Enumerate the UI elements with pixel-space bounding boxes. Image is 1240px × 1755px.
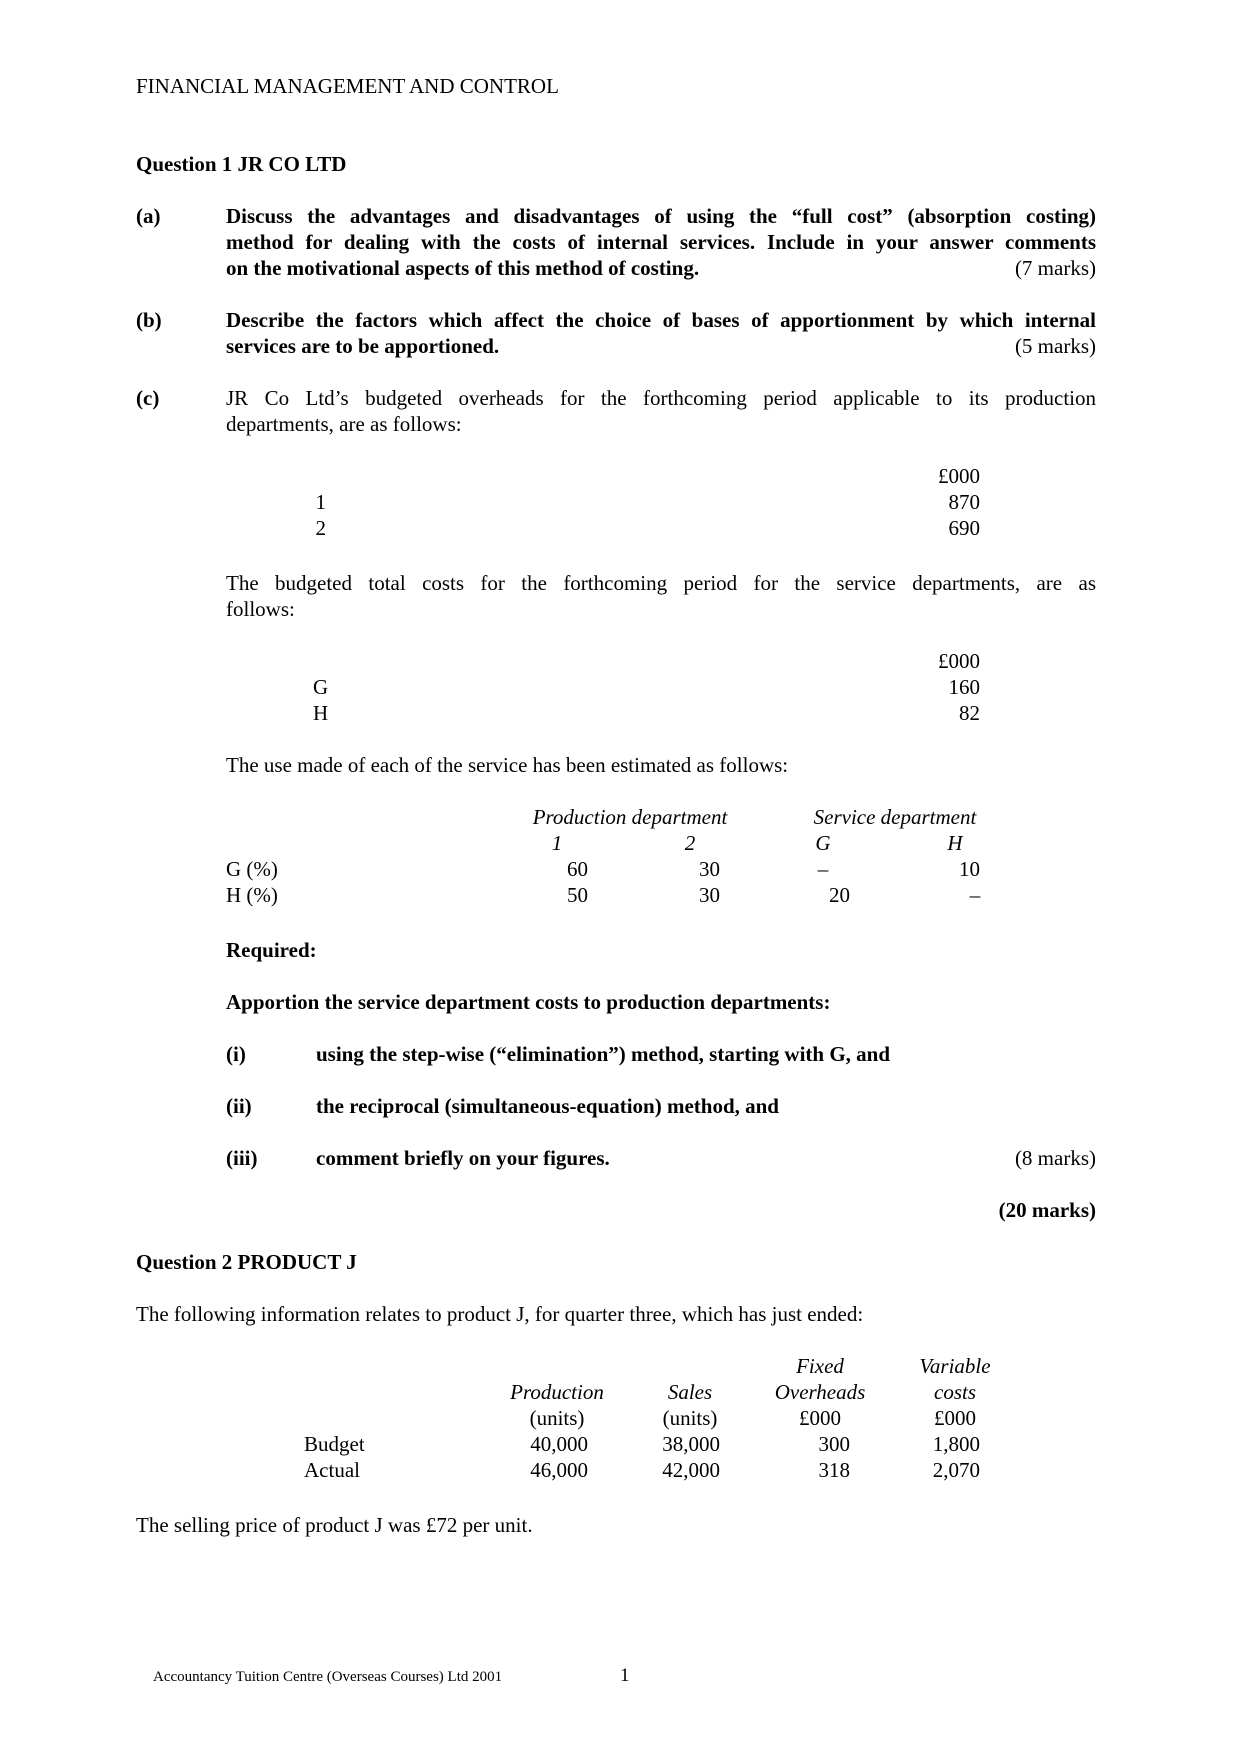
production-dept-label: 2 xyxy=(315,516,326,540)
product-table-cell: 1,800 xyxy=(932,1432,980,1456)
usage-cell: – xyxy=(817,857,829,881)
product-table-cell: 46,000 xyxy=(530,1458,588,1482)
product-table-row-label: Actual xyxy=(304,1458,360,1482)
service-dept-label: H xyxy=(313,701,329,725)
subpart-text: using the step-wise (“elimination”) method, starting with G, and xyxy=(316,1042,891,1066)
usage-col-header: 1 xyxy=(551,831,563,855)
product-table-unit: £000 xyxy=(799,1406,841,1430)
product-table-header: costs xyxy=(934,1380,976,1404)
usage-row-label: G (%) xyxy=(226,857,278,881)
part-a-line-2: method for dealing with the costs of internal services. Include in your answer comments xyxy=(226,230,1096,254)
product-table-cell: 38,000 xyxy=(662,1432,720,1456)
production-overheads-unit: £000 xyxy=(938,464,980,488)
usage-row-label: H (%) xyxy=(226,883,278,907)
usage-cell: 30 xyxy=(699,883,720,907)
required-label: Required: xyxy=(226,938,317,962)
footer-copyright: Accountancy Tuition Centre (Overseas Courses) Ltd 2001 xyxy=(153,1669,503,1685)
part-b-marks: (5 marks) xyxy=(1014,334,1096,358)
footer-page-number: 1 xyxy=(620,1665,630,1686)
product-table-cell: 318 xyxy=(818,1458,850,1482)
part-a-line-3: on the motivational aspects of this method of costing. xyxy=(226,256,700,280)
product-table-header-top: Variable xyxy=(919,1354,991,1378)
product-table-header-top: Fixed xyxy=(796,1354,844,1378)
subpart-text: the reciprocal (simultaneous-equation) method, and xyxy=(316,1094,779,1118)
usage-intro: The use made of each of the service has been estimated as follows: xyxy=(226,753,789,777)
subpart-text: comment briefly on your figures. xyxy=(316,1146,610,1170)
usage-cell: 20 xyxy=(829,883,850,907)
production-dept-value: 870 xyxy=(948,490,980,514)
service-dept-label: G xyxy=(313,675,329,699)
usage-cell: – xyxy=(969,883,981,907)
service-dept-value: 160 xyxy=(948,675,980,699)
production-dept-label: 1 xyxy=(315,490,326,514)
subpart-label: (ii) xyxy=(226,1094,252,1118)
product-table-unit: (units) xyxy=(662,1406,718,1430)
part-a-label: (a) xyxy=(136,204,161,228)
product-table-header: Sales xyxy=(667,1380,713,1404)
subpart-label: (iii) xyxy=(226,1146,258,1170)
usage-col-header: G xyxy=(815,831,831,855)
service-intro-line-1: The budgeted total costs for the forthcoming period for the service departments, are as xyxy=(226,571,1096,595)
price-note: The selling price of product J was £72 per unit. xyxy=(136,1513,533,1537)
question-2-heading: Question 2 PRODUCT J xyxy=(136,1250,357,1274)
part-c-intro-line-1: JR Co Ltd’s budgeted overheads for the forthcoming period applicable to its production xyxy=(226,386,1096,410)
part-a-line-1: Discuss the advantages and disadvantages of using the “full cost” (absorption costing) xyxy=(226,204,1096,228)
product-table-unit: £000 xyxy=(934,1406,976,1430)
part-c-intro-line-2: departments, are as follows: xyxy=(226,412,462,436)
usage-cell: 60 xyxy=(567,857,588,881)
subpart-label: (i) xyxy=(226,1042,246,1066)
usage-col-header: 2 xyxy=(684,831,696,855)
production-dept-value: 690 xyxy=(948,516,980,540)
service-intro-line-2: follows: xyxy=(226,597,295,621)
usage-cell: 30 xyxy=(699,857,720,881)
usage-cell: 10 xyxy=(959,857,980,881)
required-instruction: Apportion the service department costs to production departments: xyxy=(226,990,831,1014)
product-table-cell: 42,000 xyxy=(662,1458,720,1482)
product-table-header: Overheads xyxy=(774,1380,866,1404)
service-dept-value: 82 xyxy=(959,701,980,725)
product-table-cell: 40,000 xyxy=(530,1432,588,1456)
part-b-label: (b) xyxy=(136,308,162,332)
product-table-header: Production xyxy=(510,1380,604,1404)
page-header-title: FINANCIAL MANAGEMENT AND CONTROL xyxy=(136,74,559,98)
service-costs-unit: £000 xyxy=(938,649,980,673)
product-table-cell: 2,070 xyxy=(932,1458,980,1482)
part-b-line-1: Describe the factors which affect the choice of bases of apportionment by which internal xyxy=(226,308,1096,332)
part-b-line-2: services are to be apportioned. xyxy=(226,334,500,358)
usage-col-header: H xyxy=(947,831,963,855)
part-c-label: (c) xyxy=(136,386,160,410)
product-table-unit: (units) xyxy=(529,1406,585,1430)
question-1-heading: Question 1 JR CO LTD xyxy=(136,152,347,176)
part-c-marks: (8 marks) xyxy=(1014,1146,1096,1170)
question-2-intro: The following information relates to product J, for quarter three, which has just ended: xyxy=(136,1302,864,1326)
usage-cell: 50 xyxy=(567,883,588,907)
usage-group-service: Service department xyxy=(813,805,977,829)
part-a-marks: (7 marks) xyxy=(1014,256,1096,280)
usage-group-production: Production department xyxy=(532,805,728,829)
product-table-row-label: Budget xyxy=(304,1432,365,1456)
question-1-total-marks: (20 marks) xyxy=(998,1198,1096,1222)
product-table-cell: 300 xyxy=(818,1432,850,1456)
